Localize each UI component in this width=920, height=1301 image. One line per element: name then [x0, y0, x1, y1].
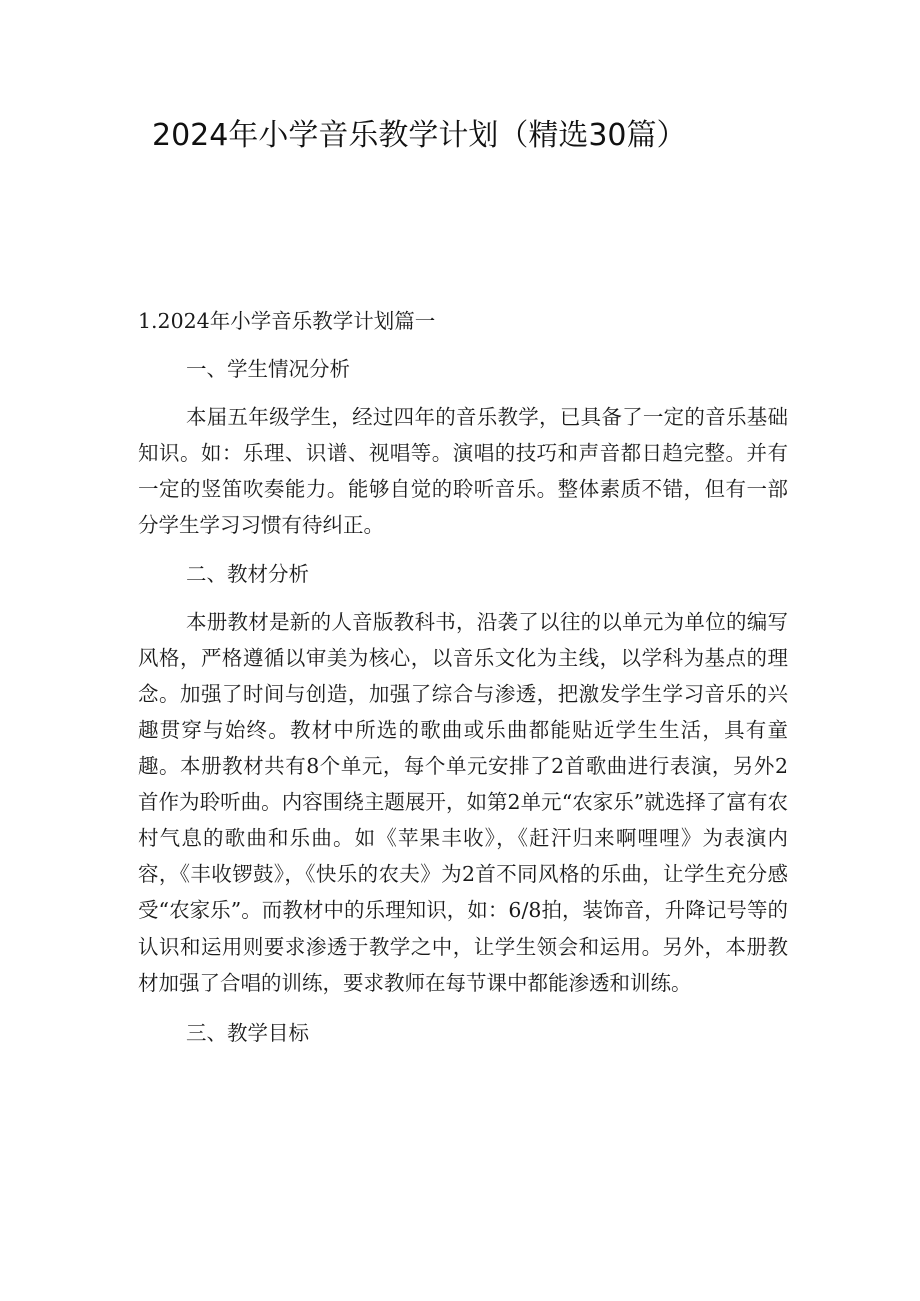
document-title: 2024年小学音乐教学计划（精选30篇） — [152, 118, 687, 153]
paragraph-student-analysis: 本届五年级学生，经过四年的音乐教学，已具备了一定的音乐基础知识。如：乐理、识谱、视唱等。演唱的技巧和声音都日趋完整。并有一定的竖笛吹奏能力。能够自觉的聆听音乐。整体素质不错，但有一部分学生学习习惯有待纠正。 — [138, 405, 788, 538]
section-title: 1.2024年小学音乐教学计划篇一 — [138, 309, 436, 333]
paragraph-textbook-analysis: 本册教材是新的人音版教科书，沿袭了以往的以单元为单位的编写风格，严格遵循以审美为核心，以音乐文化为主线，以学科为基点的理念。加强了时间与创造，加强了综合与渗透，把激发学生学习音乐的兴趣贯穿与始终。教材中所选的歌曲或乐曲都能贴近学生生活，具有童趣。本册教材共有8个单元，每个单元安排了2首歌曲进行表演，另外2首作为聆听曲。内容围绕主题展开，如第2单元“农家乐”就选择了富有农村气息的歌曲和乐曲。如《苹果丰收》，《赶汗归来啊哩哩》为表演内容，《丰收锣鼓》，《快乐的农夫》为2首不同风格的乐曲，让学生充分感受“农家乐”。而教材中的乐理知识，如：6/8拍，装饰音，升降记号等的认识和运用则要求渗透于教学之中，让学生领会和运用。另外，本册教材加强了合唱的训练，要求教师在每节课中都能渗透和训练。 — [138, 609, 788, 995]
heading-teaching-goals: 三、教学目标 — [186, 1020, 309, 1045]
heading-textbook-analysis: 二、教材分析 — [186, 561, 309, 586]
heading-student-analysis: 一、学生情况分析 — [186, 357, 350, 382]
document-body — [138, 303, 788, 1051]
